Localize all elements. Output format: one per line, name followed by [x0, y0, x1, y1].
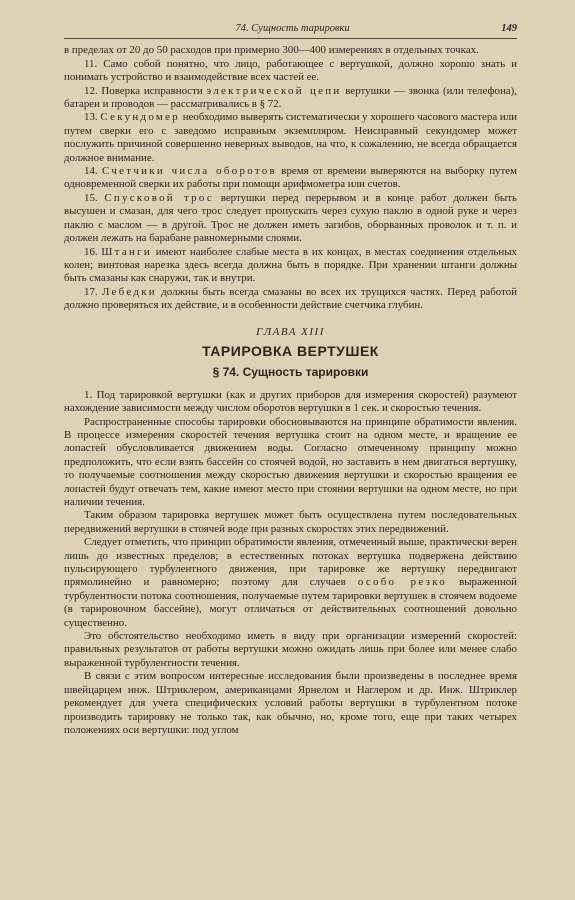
p14-number: 14. [84, 165, 98, 178]
running-header [64, 22, 517, 39]
page-number: 149 [501, 23, 517, 34]
paragraph-b4 [64, 536, 517, 630]
b4-text-a: Следует отметить, что принцип обратимости явления, отмеченный выше, практически верен лишь до известных пределов; в естественных потоках вертушка подвержена действию пульсирующего турбулентного движения, при тарировке же вертушку передвигают прямолинейно и равномерно; поэтому для случаев [64, 536, 517, 589]
p12-number: 12. Поверка исправности [84, 84, 203, 97]
p13-spaced-term: Секундомер [100, 111, 180, 124]
chapter-title: ТАРИРОВКА ВЕРТУШЕК [202, 342, 379, 359]
paragraph-b1: 1. Под тарировкой вертушки (как и других приборов для измерения скоростей) разумеют нахождение зависимости между числом оборотов вертушки в 1 сек. и скоростью течения. [64, 388, 517, 415]
paragraph-17 [64, 286, 517, 313]
p13-number: 13. [84, 111, 98, 124]
b4-spaced-term: особо резко [357, 576, 448, 589]
paragraph-14 [64, 165, 517, 192]
paragraph-continuation: в пределах от 20 до 50 расходов при примерно 300—400 измерениях в отдельных точках. [64, 44, 479, 57]
p16-number: 16. [84, 245, 98, 258]
chapter-label: ГЛАВА XIII [256, 325, 325, 338]
running-title: 74. Сущность тарировки [235, 23, 350, 34]
p15-text: вертушки перед перерывом и в конце работ должен быть высушен и смазан, для чего трос следует пропускать через сухую паклю в одной руке и через паклю с маслом — в другой. Трос не должен иметь загибов, оборванных проволок и т. п. и должен лежать на барабане равномерными слоями. [64, 191, 517, 245]
p12-spaced-term: электрической цепи [206, 84, 342, 97]
p16-text: имеют наиболее слабые места в их концах, в местах соединения отдельных колен; винтовая нарезка здесь всегда должна быть в порядке. При хранении штанги должны быть смазаны как снаружи, так и внутри. [64, 245, 517, 285]
p17-number: 17. [84, 285, 98, 298]
paragraph-b5: Это обстоятельство необходимо иметь в виду при организации измерений скоростей: правильных результатов от работы вертушки можно ожидать лишь при более или менее слабо выраженной турбулентности течения. [64, 630, 517, 669]
p16-spaced-term: Штанги [101, 245, 153, 258]
paragraph-12 [64, 85, 517, 112]
paragraph-b2: Распространенные способы тарировки обосновываются на принципе обратимости явления. В процессе измерения скоростей течения вертушка стоит на одном месте, и вращение ее лопастей обусловливается движением воды. Согласно отмеченному принципу можно предположить, что если взять бассейн со стоячей водой, но заставить в нем двигаться вертушку, то получаемые соотношения между скоростью движения вертушки и скоростью вращения ее лопастей будут отвечать тем, какие имеют место при стоянии вертушки на одном месте, но при наличии течения. [64, 415, 517, 508]
p14-spaced-term: Счетчики числа оборотов [101, 165, 277, 178]
paragraph-11: 11. Само собой понятно, что лицо, работающее с вертушкой, должно хорошо знать и понимать устройство и взаимодействие всех частей ее. [64, 57, 517, 84]
p13-text: необходимо выверять систематически у хорошего часового мастера или путем сверки его с заведомо исправным экземпляром. Неисправный секундомер может послужить причиной совершенно неверных выводов, на что, к сожалению, не всегда обращается должное внимание. [64, 111, 517, 164]
paragraph-15 [64, 192, 517, 246]
p15-number: 15. [84, 191, 98, 204]
paragraph-b6: В связи с этим вопросом интересные исследования были произведены в последнее время швейцарцем инж. Штриклером, американцами Ярнелом и Наглером и др. Инж. Штриклер рекомендует для учета специфических условий работы вертушки в турбулентном потоке производить тарировку не только так, как обычно, но, кроме того, еще при таких четырех положениях оси вертушки: под углом [64, 670, 517, 736]
p17-spaced-term: Лебедки [101, 285, 157, 298]
paragraph-b3: Таким образом тарировка вертушек может быть осуществлена путем последовательных передвижений вертушки в стоячей воде при разных скоростях этих передвижений. [64, 509, 517, 535]
p14-text: время от времени выверяются на выборку путем одновременной сверки их работы при помощи арифмометра или счетов. [64, 165, 517, 191]
b4-text-b: выраженной турбулентности потока соотношения, получаемые путем тарировки вертушек в стоячем водоеме (в тарировочном бассейне), могут отличаться от действительных соотношений довольно существенно. [64, 576, 517, 629]
paragraph-16 [64, 246, 517, 286]
section-heading: § 74. Сущность тарировки [212, 365, 369, 380]
p17-text: должны быть всегда смазаны во всех их трущихся частях. Перед работой должно проверяться их действие, и в особенности действие счетчика глубин. [64, 285, 517, 312]
p12-text: вертушки — звонка (или телефона), батареи и проводов — рассматривались в § 72. [64, 84, 517, 111]
p15-spaced-term: Спусковой трос [104, 191, 215, 204]
paragraph-13 [64, 111, 517, 165]
